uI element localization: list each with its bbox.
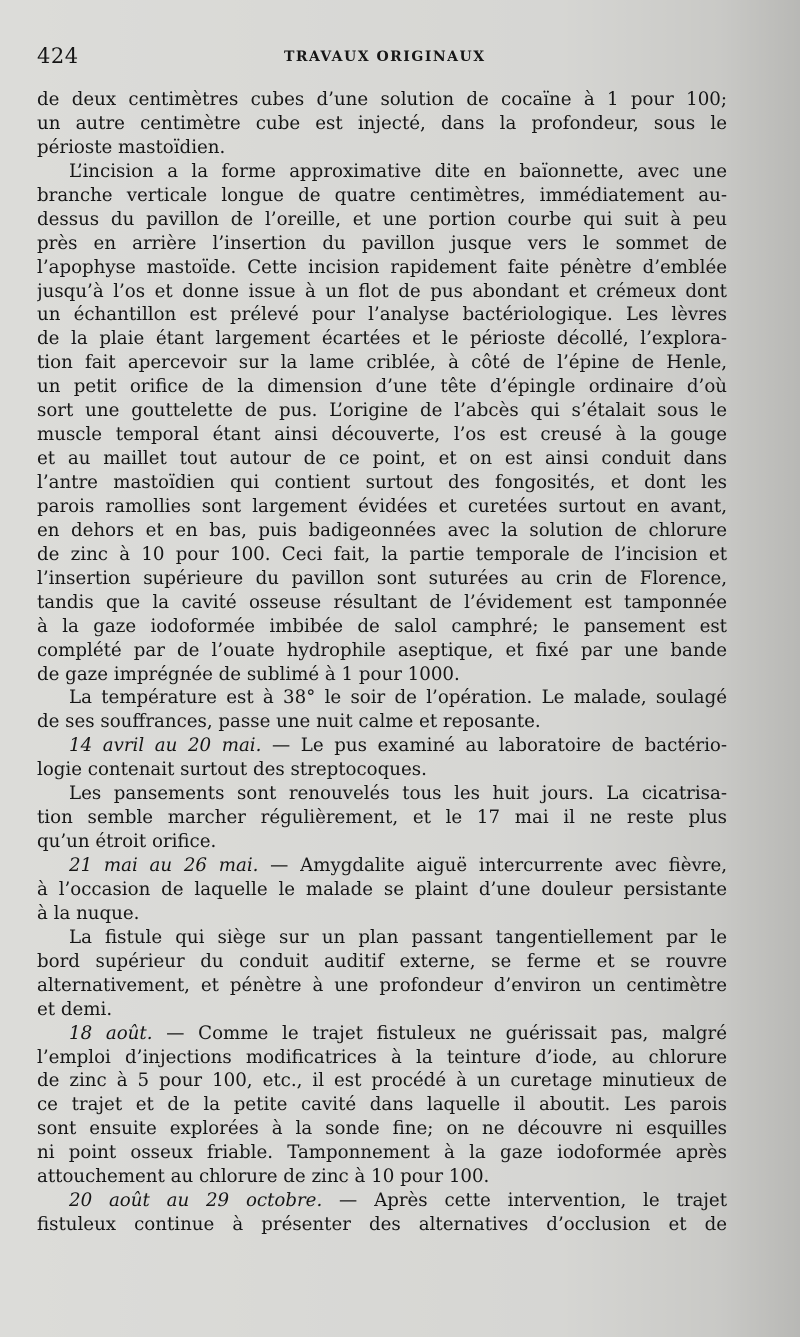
- text-line: alternativement, et pénètre à une profondeur d’environ un centimètre: [37, 974, 727, 996]
- running-head: TRAVAUX ORIGINAUX: [284, 49, 486, 65]
- text-line: ce trajet et de la petite cavité dans laquelle il aboutit. Les parois: [37, 1094, 727, 1116]
- text-line: de la plaie étant largement écartées et le périoste décollé, l’explora-: [37, 328, 727, 350]
- text-line: près en arrière l’insertion du pavillon jusque vers le sommet de: [37, 232, 727, 254]
- page-header: [37, 44, 737, 74]
- text-line: de zinc à 5 pour 100, etc., il est procédé à un curetage minutieux de: [37, 1070, 727, 1092]
- text-line: jusqu’à l’os et donne issue à un flot de pus abondant et crémeux dont: [37, 280, 727, 302]
- text-line: muscle temporal étant ainsi découverte, l’os est creusé à la gouge: [37, 424, 727, 446]
- text-line: 14 avril au 20 mai. — Le pus examiné au laboratoire de bactério-: [69, 735, 727, 757]
- text-line: fistuleux continue à présenter des alternatives d’occlusion et de: [37, 1214, 727, 1236]
- text-line: tion fait apercevoir sur la lame criblée, à côté de l’épine de Henle,: [37, 352, 727, 374]
- text-line: qu’un étroit orifice.: [37, 831, 217, 853]
- text-line: à l’occasion de laquelle le malade se plaint d’une douleur persistante: [37, 878, 727, 900]
- text-line: un échantillon est prélevé pour l’analyse bactériologique. Les lèvres: [37, 304, 727, 326]
- text-line: complété par de l’ouate hydrophile aseptique, et fixé par une bande: [37, 639, 727, 661]
- text-line: attouchement au chlorure de zinc à 10 pour 100.: [37, 1166, 490, 1188]
- text-line: 20 août au 29 octobre. — Après cette intervention, le trajet: [69, 1190, 727, 1212]
- text-line: sort une gouttelette de pus. L’origine de l’abcès qui s’étalait sous le: [37, 400, 727, 422]
- text-line: et au maillet tout autour de ce point, et on est ainsi conduit dans: [37, 448, 727, 470]
- page-number: 424: [37, 44, 79, 68]
- text-line: à la gaze iodoformée imbibée de salol camphré; le pansement est: [37, 615, 727, 637]
- text-line: La température est à 38° le soir de l’opération. Le malade, soulagé: [69, 687, 727, 709]
- text-line: de zinc à 10 pour 100. Ceci fait, la partie temporale de l’incision et: [37, 543, 727, 565]
- text-line: dessus du pavillon de l’oreille, et une portion courbe qui suit à peu: [37, 208, 727, 230]
- text-line: de gaze imprégnée de sublimé à 1 pour 1000.: [37, 663, 460, 685]
- text-line: et demi.: [37, 998, 113, 1020]
- text-line: logie contenait surtout des streptocoques.: [37, 759, 427, 781]
- text-line: l’emploi d’injections modificatrices à la teinture d’iode, au chlorure: [37, 1046, 727, 1068]
- text-line: tion semble marcher régulièrement, et le 17 mai il ne reste plus: [37, 807, 727, 829]
- text-line: l’insertion supérieure du pavillon sont suturées au crin de Florence,: [37, 567, 727, 589]
- text-line: un petit orifice de la dimension d’une tête d’épingle ordinaire d’où: [37, 376, 727, 398]
- text-line: à la nuque.: [37, 902, 140, 924]
- text-line: branche verticale longue de quatre centimètres, immédiatement au-: [37, 184, 727, 206]
- text-line: parois ramollies sont largement évidées et curetées surtout en avant,: [37, 495, 727, 517]
- body-text: [37, 88, 727, 1237]
- text-line: un autre centimètre cube est injecté, dans la profondeur, sous le: [37, 112, 727, 134]
- text-line: périoste mastoïdien.: [37, 136, 226, 158]
- text-line: sont ensuite explorées à la sonde fine; on ne découvre ni esquilles: [37, 1118, 727, 1140]
- text-line: 18 août. — Comme le trajet fistuleux ne guérissait pas, malgré: [69, 1022, 727, 1044]
- text-line: bord supérieur du conduit auditif externe, se ferme et se rouvre: [37, 950, 727, 972]
- text-line: 21 mai au 26 mai. — Amygdalite aiguë intercurrente avec fièvre,: [69, 855, 727, 876]
- text-line: l’antre mastoïdien qui contient surtout des fongosités, et dont les: [37, 472, 727, 493]
- text-line: en dehors et en bas, puis badigeonnées avec la solution de chlorure: [37, 519, 727, 541]
- text-line: Les pansements sont renouvelés tous les huit jours. La cicatrisa-: [69, 783, 727, 805]
- text-line: L’incision a la forme approximative dite en baïonnette, avec une: [69, 160, 727, 182]
- text-line: La fistule qui siège sur un plan passant tangentiellement par le: [69, 926, 727, 948]
- text-line: l’apophyse mastoïde. Cette incision rapidement faite pénètre d’emblée: [37, 256, 727, 278]
- text-line: de deux centimètres cubes d’une solution de cocaïne à 1 pour 100;: [37, 89, 727, 110]
- text-line: tandis que la cavité osseuse résultant de l’évidement est tamponnée: [37, 591, 727, 613]
- text-line: ni point osseux friable. Tamponnement à la gaze iodoformée après: [37, 1142, 727, 1164]
- text-line: de ses souffrances, passe une nuit calme et reposante.: [37, 711, 541, 733]
